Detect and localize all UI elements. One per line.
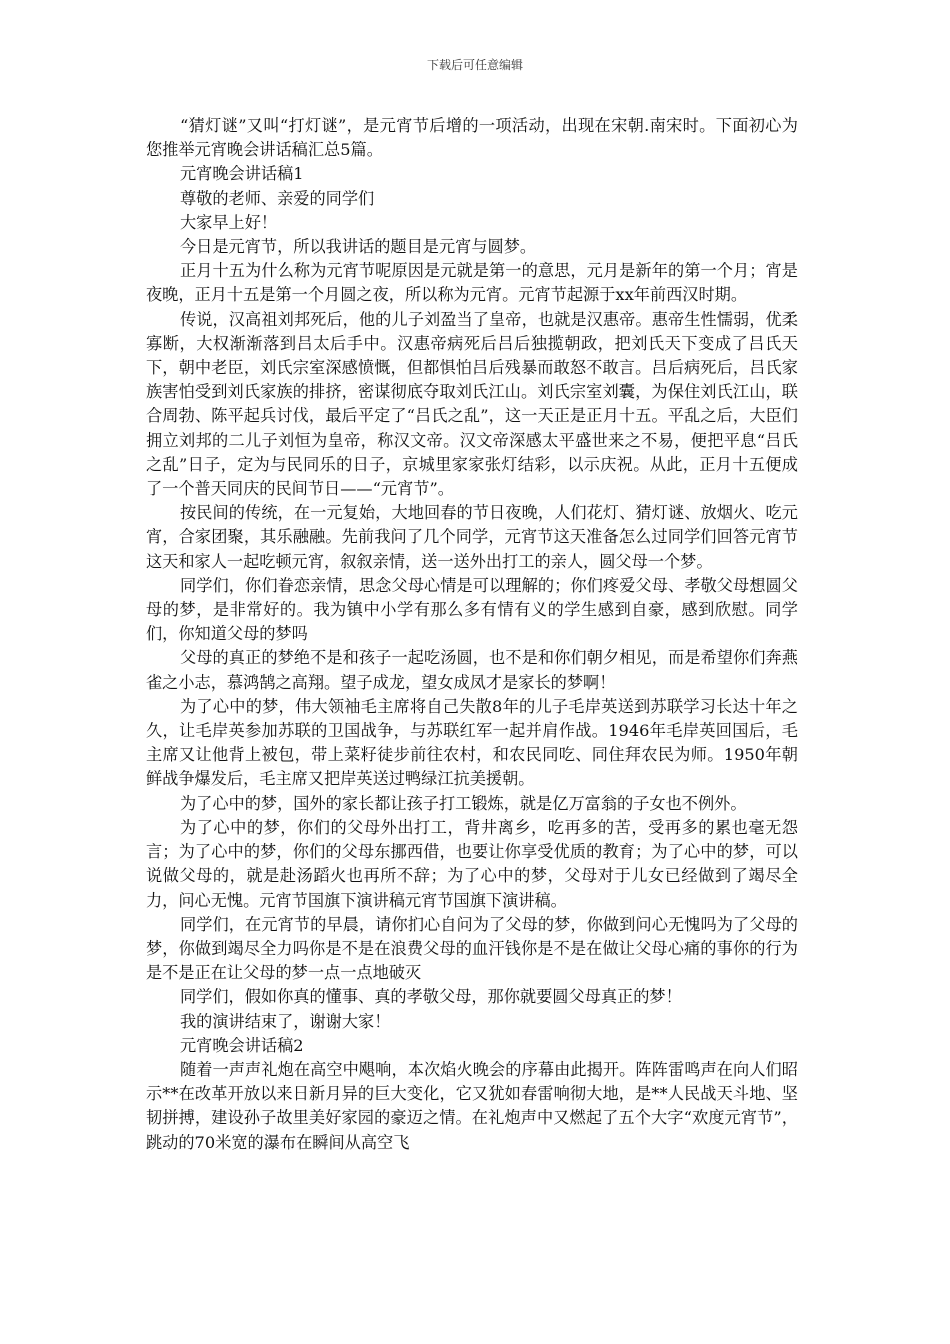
paragraph: 传说，汉高祖刘邦死后，他的儿子刘盈当了皇帝，也就是汉惠帝。惠帝生性懦弱，优柔寡断，大权渐渐落到吕太后手中。汉惠帝病死后吕后独揽朝政，把刘氏天下变成了吕氏天下，朝中老臣，刘氏宗室深感愤慨，但都惧怕吕后残暴而敢怒不敢言。吕后病死后，吕氏家族害怕受到刘氏家族的排挤，密谋彻底夺取刘氏江山。刘氏宗室刘囊，为保住刘氏江山，联合周勃、陈平起兵讨伐，最后平定了“吕氏之乱”，这一天正是正月十五。平乱之后，大臣们拥立刘邦的二儿子刘恒为皇帝，称汉文帝。汉文帝深感太平盛世来之不易，便把平息“吕氏之乱”日子，定为与民同乐的日子，京城里家家张灯结彩，以示庆祝。从此，正月十五便成了一个普天同庆的民间节日——“元宵节”。: [146, 309, 798, 499]
paragraph: “猜灯谜”又叫“打灯谜”，是元宵节后增的一项活动，出现在宋朝.南宋时。下面初心为您推举元宵晚会讲话稿汇总5篇。: [146, 116, 798, 160]
paragraph: 大家早上好！: [180, 212, 278, 232]
paragraph: 同学们，假如你真的懂事、真的孝敬父母，那你就要圆父母真正的梦！: [180, 987, 682, 1007]
paragraph: 父母的真正的梦绝不是和孩子一起吃汤圆，也不是和你们朝夕相见，而是希望你们奔燕雀之小志，慕鸿鹄之高翔。望子成龙，望女成凤才是家长的梦啊！: [146, 648, 798, 692]
paragraph: 正月十五为什么称为元宵节呢原因是元就是第一的意思，元月是新年的第一个月；宵是夜晚，正月十五是第一个月圆之夜，所以称为元宵。元宵节起源于xx年前西汉时期。: [146, 261, 798, 305]
page-header-note: 下载后可任意编辑: [426, 58, 523, 72]
paragraph: 尊敬的老师、亲爱的同学们: [180, 188, 375, 208]
paragraph: 我的演讲结束了，谢谢大家！: [180, 1011, 391, 1031]
paragraph: 为了心中的梦，国外的家长都让孩子打工锻炼，就是亿万富翁的子女也不例外。: [180, 793, 747, 813]
paragraph: 随着一声声礼炮在高空中飓响，本次焰火晚会的序幕由此揭开。阵阵雷鸣声在向人们昭示**在改革开放以来日新月异的巨大变化，它又犹如春雷响彻大地，是**人民战天斗地、坚韧拼搏，建设孙子故里美好家园的豪迈之情。在礼炮声中又燃起了五个大字“欢度元宵节”，跳动的70米宽的瀑布在瞬间从高空飞: [146, 1059, 798, 1152]
paragraph: 为了心中的梦，伟大领袖毛主席将自己失散8年的儿子毛岸英送到苏联学习长达十年之久，让毛岸英参加苏联的卫国战争，与苏联红军一起并肩作战。1946年毛岸英回国后，毛主席又让他背上被包，带上菜籽徒步前往农村，和农民同吃、同住拜农民为师。1950年朝鲜战争爆发后，毛主席又把岸英送过鸭绿江抗美援朝。: [146, 696, 798, 789]
paragraph: 元宵晚会讲话稿2: [180, 1035, 304, 1055]
paragraph: 按民间的传统，在一元复始，大地回春的节日夜晚，人们花灯、猜灯谜、放烟火、吃元宵，合家团聚，其乐融融。先前我问了几个同学，元宵节这天准备怎么过同学们回答元宵节这天和家人一起吃顿元宵，叙叙亲情，送一送外出打工的亲人，圆父母一个梦。: [146, 503, 798, 571]
paragraph: 同学们，在元宵节的早晨，请你扪心自问为了父母的梦，你做到问心无愧吗为了父母的梦，你做到竭尽全力吗你是不是在浪费父母的血汗钱你是不是在做让父母心痛的事你的行为是不是正在让父母的梦一点一点地破灭: [146, 914, 798, 983]
paragraph: 今日是元宵节，所以我讲话的题目是元宵与圆梦。: [180, 237, 537, 257]
paragraph: 为了心中的梦，你们的父母外出打工，背井离乡，吃再多的苦，受再多的累也毫无怨言；为了心中的梦，你们的父母东挪西借，也要让你享受优质的教育；为了心中的梦，可以说做父母的，就是赴汤蹈火也再所不辞；为了心中的梦，父母对于儿女已经做到了竭尽全力，问心无愧。元宵节国旗下演讲稿元宵节国旗下演讲稿。: [146, 817, 798, 910]
paragraph: 元宵晚会讲话稿1: [180, 164, 304, 184]
document-body: [146, 114, 798, 1155]
paragraph: 同学们，你们眷恋亲情，思念父母心情是可以理解的；你们疼爱父母、孝敬父母想圆父母的梦，是非常好的。我为镇中小学有那么多有情有义的学生感到自豪，感到欣慰。同学们，你知道父母的梦吗: [146, 575, 798, 644]
